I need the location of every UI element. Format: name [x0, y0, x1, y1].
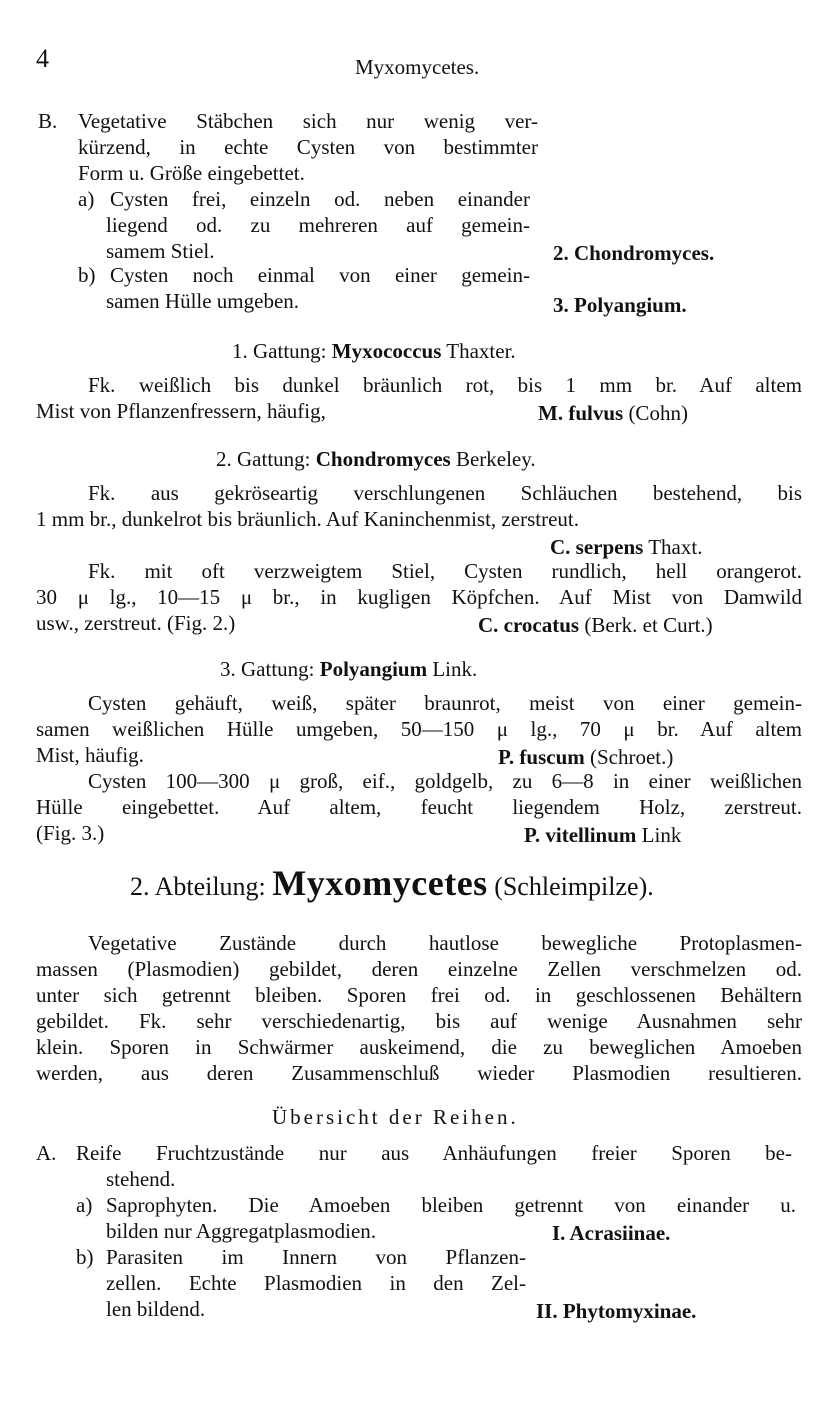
- intro-line-4: gebildet. Fk. sehr verschiedenartig, bis auf wenige Ausnahmen sehr: [36, 1009, 802, 1033]
- genus-2-species-1: C. serpens Thaxt.: [550, 535, 703, 559]
- overview-a-a-line-2: bilden nur Aggregatplasmodien.: [106, 1219, 377, 1243]
- overview-title: Übersicht der Reihen.: [272, 1105, 519, 1129]
- key-b-a-line-1: Cysten frei, einzeln od. neben einander: [110, 187, 530, 211]
- intro-line-6: werden, aus deren Zusammenschluß wieder Plasmodien resultieren.: [36, 1061, 802, 1085]
- genus-2-line-5: usw., zerstreut. (Fig. 2.): [36, 611, 236, 635]
- key-b-b-line-2: samen Hülle umgeben.: [106, 289, 300, 313]
- genus-2-line-4: 30 μ lg., 10—15 μ br., in kugligen Köpfchen. Auf Mist von Damwild: [36, 585, 802, 609]
- running-title: Myxomycetes.: [355, 55, 480, 79]
- overview-a-line-1: Reife Fruchtzustände nur aus Anhäufungen freier Sporen be-: [76, 1141, 792, 1165]
- key-b-a-line-2: liegend od. zu mehreren auf gemein-: [106, 213, 530, 237]
- key-b-a-line-3: samem Stiel.: [106, 239, 215, 263]
- genus-1-line-1: Fk. weißlich bis dunkel bräunlich rot, bis 1 mm br. Auf altem: [88, 373, 802, 397]
- genus-2-line-1: Fk. aus gekröseartig verschlungenen Schläuchen bestehend, bis: [88, 481, 802, 505]
- overview-a-a-line-1: Saprophyten. Die Amoeben bleiben getrennt von einander u.: [106, 1193, 796, 1217]
- intro-line-5: klein. Sporen in Schwärmer auskeimend, die zu beweglichen Amoeben: [36, 1035, 802, 1059]
- key-b-a-result: 2. Chondromyces.: [553, 241, 715, 265]
- genus-2-species-2: C. crocatus (Berk. et Curt.): [478, 613, 713, 637]
- key-b-b-result: 3. Polyangium.: [553, 293, 687, 317]
- key-b-b-line-1: Cysten noch einmal von einer gemein-: [110, 263, 530, 287]
- key-b-line-3: Form u. Größe eingebettet.: [78, 161, 305, 185]
- overview-a-b-label: b): [76, 1245, 94, 1269]
- genus-3-line-5: Hülle eingebettet. Auf altem, feucht liegendem Holz, zerstreut.: [36, 795, 802, 819]
- key-b-a-label: a): [78, 187, 95, 211]
- genus-1-heading: 1. Gattung: Myxococcus Thaxter.: [232, 339, 516, 363]
- key-b-line-1: Vegetative Stäbchen sich nur wenig ver-: [78, 109, 538, 133]
- genus-2-line-3: Fk. mit oft verzweigtem Stiel, Cysten rundlich, hell orangerot.: [88, 559, 802, 583]
- overview-a-a-label: a): [76, 1193, 93, 1217]
- key-b-line-2: kürzend, in echte Cysten von bestimmter: [78, 135, 538, 159]
- overview-a-b-line-1: Parasiten im Innern von Pflanzen-: [106, 1245, 526, 1269]
- genus-3-line-6: (Fig. 3.): [36, 821, 105, 845]
- genus-2-line-2: 1 mm br., dunkelrot bis bräunlich. Auf Kaninchenmist, zerstreut.: [36, 507, 579, 531]
- genus-2-heading: 2. Gattung: Chondromyces Berkeley.: [216, 447, 536, 471]
- overview-a-b-result: II. Phytomyxinae.: [536, 1299, 697, 1323]
- page-number: 4: [36, 44, 49, 73]
- key-b-label: B.: [38, 109, 58, 133]
- genus-3-species-2: P. vitellinum Link: [524, 823, 682, 847]
- intro-line-3: unter sich getrennt bleiben. Sporen frei od. in geschlossenen Behältern: [36, 983, 802, 1007]
- intro-line-1: Vegetative Zustände durch hautlose bewegliche Protoplasmen-: [88, 931, 802, 955]
- genus-3-line-2: samen weißlichen Hülle umgeben, 50—150 μ lg., 70 μ br. Auf altem: [36, 717, 802, 741]
- genus-1-line-2: Mist von Pflanzenfressern, häufig,: [36, 399, 326, 423]
- division-heading: 2. Abteilung: Myxomycetes (Schleimpilze).: [130, 863, 654, 903]
- genus-3-line-3: Mist, häufig.: [36, 743, 144, 767]
- overview-a-label: A.: [36, 1141, 57, 1165]
- genus-3-heading: 3. Gattung: Polyangium Link.: [220, 657, 478, 681]
- genus-3-line-4: Cysten 100—300 μ groß, eif., goldgelb, zu 6—8 in einer weißlichen: [88, 769, 802, 793]
- key-b-b-label: b): [78, 263, 96, 287]
- overview-a-line-2: stehend.: [106, 1167, 176, 1191]
- genus-1-species: M. fulvus (Cohn): [538, 401, 688, 425]
- overview-a-b-line-2: zellen. Echte Plasmodien in den Zel-: [106, 1271, 526, 1295]
- overview-a-a-result: I. Acrasiinae.: [552, 1221, 671, 1245]
- intro-line-2: massen (Plasmodien) gebildet, deren einzelne Zellen verschmelzen od.: [36, 957, 802, 981]
- overview-a-b-line-3: len bildend.: [106, 1297, 206, 1321]
- genus-3-line-1: Cysten gehäuft, weiß, später braunrot, meist von einer gemein-: [88, 691, 802, 715]
- genus-3-species-1: P. fuscum (Schroet.): [498, 745, 674, 769]
